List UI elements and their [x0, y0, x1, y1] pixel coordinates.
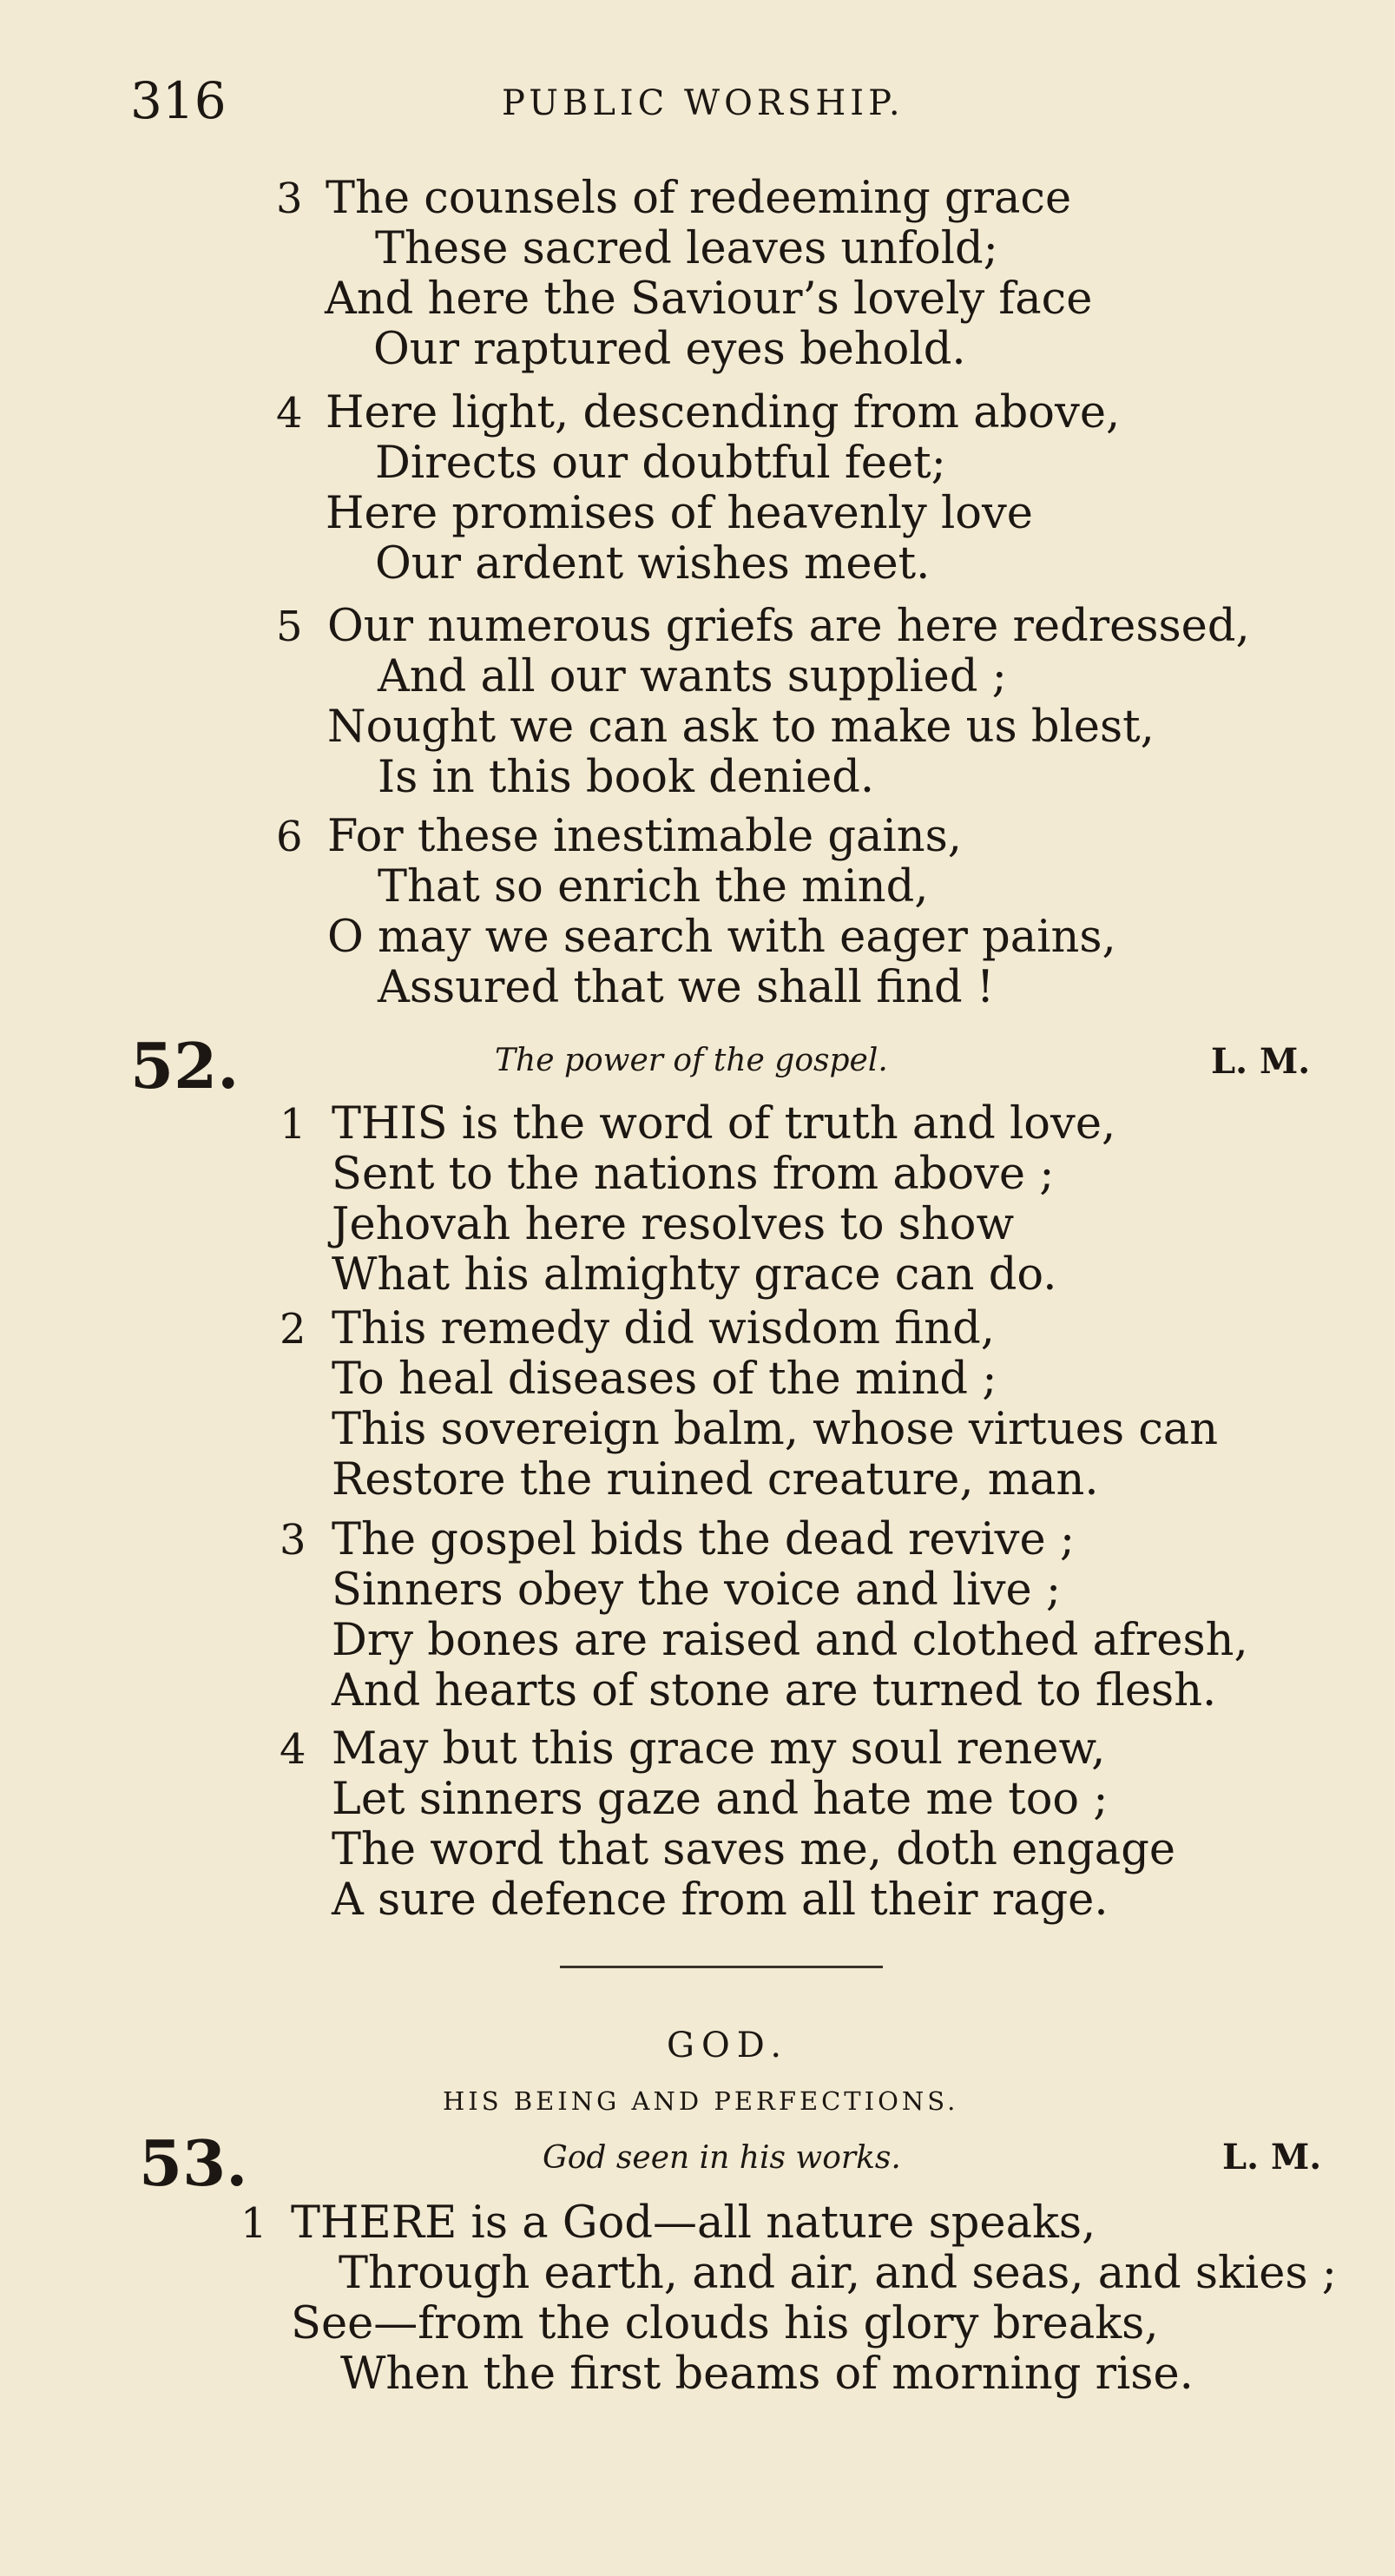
section-divider: [560, 1966, 883, 1968]
verse-line: O may we search with eager pains,: [327, 912, 1116, 963]
verse-line: THERE is a God—all nature speaks,: [291, 2197, 1096, 2249]
verse-line: Restore the ruined creature, man.: [332, 1454, 1099, 1505]
verse-number: 2: [280, 1305, 306, 1354]
verse-line: The gospel bids the dead revive ;: [332, 1514, 1076, 1565]
verse-number: 6: [276, 813, 303, 861]
verse-line: That so enrich the mind,: [378, 861, 929, 912]
verse-line: And here the Saviour’s lovely face: [325, 273, 1093, 325]
verse-line: Dry bones are raised and clothed afresh,: [332, 1615, 1248, 1666]
hymn-meter: L. M.: [1211, 1041, 1311, 1082]
verse-line: Directs our doubtful feet;: [375, 438, 946, 489]
verse-line: Is in this book denied.: [378, 752, 875, 803]
hymn-number: 52.: [130, 1029, 240, 1103]
verse-line: To heal diseases of the mind ;: [332, 1354, 997, 1405]
verse-number: 1: [240, 2199, 267, 2248]
verse-line: See—from the clouds his glory breaks,: [291, 2298, 1159, 2349]
verse-line: Nought we can ask to make us blest,: [327, 702, 1155, 753]
verse-line: Sent to the nations from above ;: [332, 1149, 1055, 1200]
verse-line: The word that saves me, doth engage: [332, 1824, 1176, 1875]
verse-line: These sacred leaves unfold;: [375, 223, 998, 274]
verse-line: Our raptured eyes behold.: [373, 324, 966, 375]
verse-line: The counsels of redeeming grace: [326, 173, 1072, 224]
section-heading: GOD.: [667, 2026, 789, 2065]
verse-line: A sure defence from all their rage.: [332, 1874, 1109, 1926]
hymn-number: 53.: [139, 2126, 248, 2200]
section-subheading: HIS BEING AND PERFECTIONS.: [443, 2086, 959, 2116]
hymn-title: The power of the gospel.: [495, 1043, 888, 1078]
verse-line: And hearts of stone are turned to flesh.: [332, 1665, 1217, 1716]
hymn-title: God seen in his works.: [543, 2140, 901, 2176]
verse-line: Our numerous griefs are here redressed,: [327, 601, 1250, 652]
verse-number: 3: [280, 1516, 306, 1565]
verse-line: Jehovah here resolves to show: [332, 1199, 1015, 1250]
verse-line: This sovereign balm, whose virtues can: [332, 1404, 1219, 1455]
verse-line: Let sinners gaze and hate me too ;: [332, 1774, 1109, 1825]
verse-line: THIS is the word of truth and love,: [332, 1098, 1116, 1150]
verse-number: 4: [280, 1725, 306, 1774]
running-title: PUBLIC WORSHIP.: [502, 83, 905, 123]
verse-line: Here light, descending from above,: [326, 387, 1121, 438]
hymn-meter: L. M.: [1222, 2137, 1322, 2177]
page-header: [0, 71, 1395, 132]
verse-line: This remedy did wisdom find,: [332, 1303, 995, 1354]
verse-number: 3: [276, 175, 303, 223]
verse-line: Our ardent wishes meet.: [375, 538, 931, 590]
verse-line: May but this grace my soul renew,: [332, 1723, 1106, 1775]
verse-line: Through earth, and air, and seas, and skies ;: [339, 2248, 1337, 2299]
verse-line: Here promises of heavenly love: [326, 488, 1033, 539]
verse-number: 1: [280, 1100, 306, 1149]
verse-line: What his almighty grace can do.: [332, 1249, 1057, 1301]
verse-number: 4: [276, 389, 303, 438]
verse-line: When the first beams of morning rise.: [340, 2349, 1194, 2400]
verse-line: And all our wants supplied ;: [378, 651, 1007, 702]
verse-line: Sinners obey the voice and live ;: [332, 1565, 1062, 1616]
verse-line: For these inestimable gains,: [327, 811, 963, 862]
page-number: 316: [130, 71, 227, 130]
verse-line: Assured that we shall find !: [378, 962, 995, 1013]
verse-number: 5: [276, 603, 303, 651]
